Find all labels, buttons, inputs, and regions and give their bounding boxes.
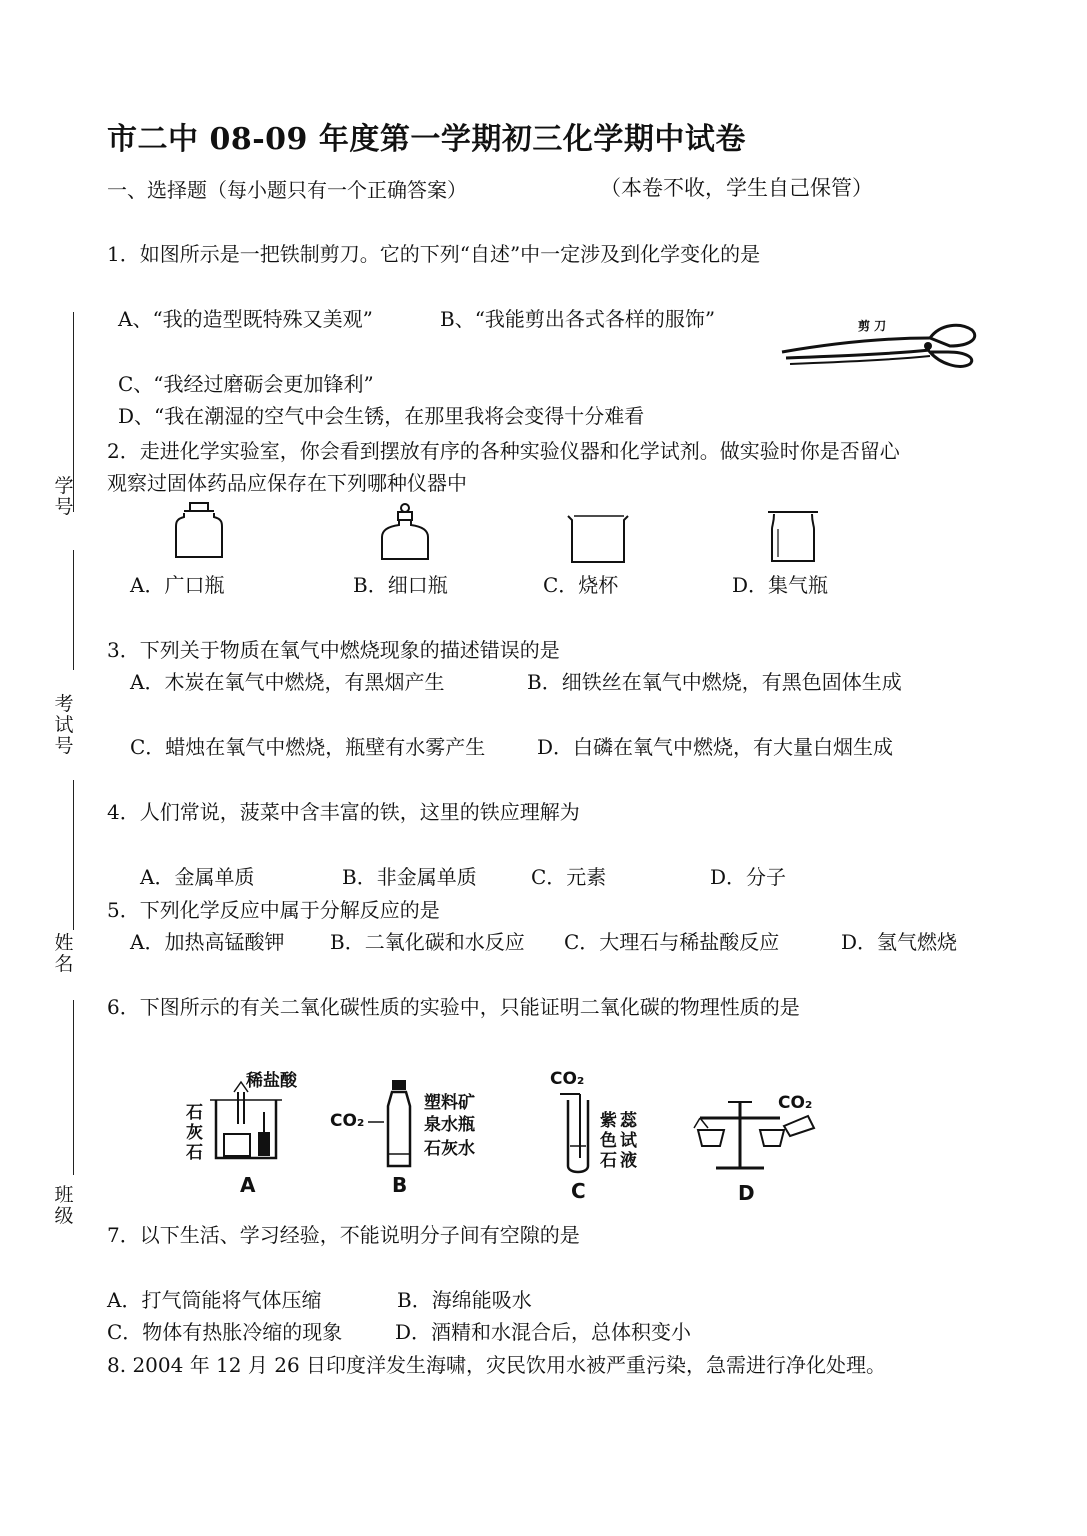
label-limestone-2: 灰 — [186, 1123, 203, 1143]
label-plastic-bottle-1: 塑料矿 — [424, 1093, 475, 1113]
exam-number-label: 考试号 — [54, 693, 74, 757]
section-header: 一、选择题（每小题只有一个正确答案） — [107, 178, 467, 202]
question-7-option-a: A．打气筒能将气体压缩 — [107, 1288, 322, 1312]
label-co2-b: CO₂ — [330, 1111, 365, 1131]
question-7-option-c: C．物体有热胀冷缩的现象 — [107, 1320, 343, 1344]
binding-line — [73, 550, 74, 670]
class-label: 班级 — [54, 1184, 74, 1227]
question-5-option-c: C．大理石与稀盐酸反应 — [564, 930, 780, 954]
co2-experiments-figure — [180, 1062, 840, 1205]
wide-mouth-bottle-illustration — [170, 503, 230, 563]
label-limestone-3: 石 — [186, 1143, 203, 1163]
beaker-illustration — [566, 514, 630, 564]
question-2-option-b: B．细口瓶 — [353, 573, 448, 597]
question-1-option-a: A、“我的造型既特殊又美观” — [118, 307, 373, 331]
label-co2-c: CO₂ — [550, 1069, 585, 1089]
narrow-mouth-bottle-illustration — [378, 503, 434, 563]
label-limestone-1: 石 — [186, 1103, 203, 1123]
scissors-caption: 剪 刀 — [858, 319, 887, 333]
question-2-stem-line-2: 观察过固体药品应保存在下列哪种仪器中 — [107, 471, 467, 495]
binding-line — [73, 780, 74, 930]
student-id-label: 学号 — [54, 475, 74, 518]
experiment-a-apparatus — [186, 1070, 298, 1197]
label-plastic-bottle-2: 泉水瓶 — [424, 1115, 475, 1135]
label-co2-d: CO₂ — [778, 1093, 813, 1113]
label-dilute-hcl: 稀盐酸 — [246, 1071, 297, 1091]
question-5-stem: 5．下列化学反应中属于分解反应的是 — [107, 898, 440, 922]
caption-b: B — [392, 1173, 408, 1197]
caption-d: D — [738, 1181, 755, 1205]
question-3-option-a: A．木炭在氧气中燃烧，有黑烟产生 — [130, 670, 445, 694]
binding-line — [73, 1000, 74, 1175]
question-3-option-d: D．白磷在氧气中燃烧，有大量白烟生成 — [537, 735, 894, 759]
label-purple-1: 紫 — [600, 1111, 617, 1131]
question-5-option-b: B．二氧化碳和水反应 — [330, 930, 525, 954]
question-2-option-c: C．烧杯 — [543, 573, 619, 597]
question-1-option-c: C、“我经过磨砺会更加锋利” — [118, 372, 374, 396]
question-2-stem-line-1: 2．走进化学实验室，你会看到摆放有序的各种实验仪器和化学试剂。做实验时你是否留心 — [107, 439, 900, 463]
question-3-option-c: C．蜡烛在氧气中燃烧，瓶壁有水雾产生 — [130, 735, 486, 759]
caption-c: C — [571, 1179, 586, 1203]
question-3-option-b: B．细铁丝在氧气中燃烧，有黑色固体生成 — [527, 670, 902, 694]
experiment-d-apparatus — [694, 1093, 814, 1205]
label-litmus-2: 试 — [620, 1131, 637, 1151]
experiment-b-apparatus — [330, 1080, 475, 1197]
question-5-option-a: A．加热高锰酸钾 — [130, 930, 285, 954]
question-4-option-a: A．金属单质 — [140, 865, 255, 889]
question-6-stem: 6．下图所示的有关二氧化碳性质的实验中，只能证明二氧化碳的物理性质的是 — [107, 995, 800, 1019]
question-2-option-a: A．广口瓶 — [130, 573, 225, 597]
question-1-stem: 1．如图所示是一把铁制剪刀。它的下列“自述”中一定涉及到化学变化的是 — [107, 242, 761, 266]
experiment-c-apparatus — [550, 1069, 638, 1203]
question-5-option-d: D．氢气燃烧 — [841, 930, 958, 954]
question-4-option-c: C．元素 — [531, 865, 607, 889]
question-7-option-d: D．酒精和水混合后，总体积变小 — [395, 1320, 692, 1344]
gas-jar-illustration — [766, 509, 820, 565]
label-purple-2: 色 — [600, 1131, 617, 1151]
caption-a: A — [240, 1173, 256, 1197]
label-purple-3: 石 — [600, 1151, 617, 1171]
scissors-illustration — [780, 312, 980, 382]
question-8-stem: 8. 2004 年 12 月 26 日印度洋发生海啸，灾民饮用水被严重污染，急需进行净化处理。 — [107, 1353, 887, 1377]
label-litmus-3: 液 — [620, 1151, 637, 1171]
question-2-option-d: D．集气瓶 — [732, 573, 829, 597]
question-1-option-b: B、“我能剪出各式各样的服饰” — [440, 307, 716, 331]
question-3-stem: 3．下列关于物质在氧气中燃烧现象的描述错误的是 — [107, 638, 560, 662]
question-4-option-b: B．非金属单质 — [342, 865, 477, 889]
exam-note: （本卷不收，学生自己保管） — [600, 176, 873, 200]
label-lime-water: 石灰水 — [424, 1139, 475, 1159]
question-4-option-d: D．分子 — [710, 865, 787, 889]
question-7-option-b: B．海绵能吸水 — [397, 1288, 532, 1312]
name-label: 姓名 — [54, 932, 74, 975]
question-1-option-d: D、“我在潮湿的空气中会生锈，在那里我将会变得十分难看 — [118, 404, 645, 428]
label-litmus-1: 蕊 — [620, 1111, 637, 1131]
question-7-stem: 7．以下生活、学习经验，不能说明分子间有空隙的是 — [107, 1223, 580, 1247]
question-4-stem: 4．人们常说，菠菜中含丰富的铁，这里的铁应理解为 — [107, 800, 580, 824]
page-title: 市二中 08-09 年度第一学期初三化学期中试卷 — [107, 122, 746, 157]
